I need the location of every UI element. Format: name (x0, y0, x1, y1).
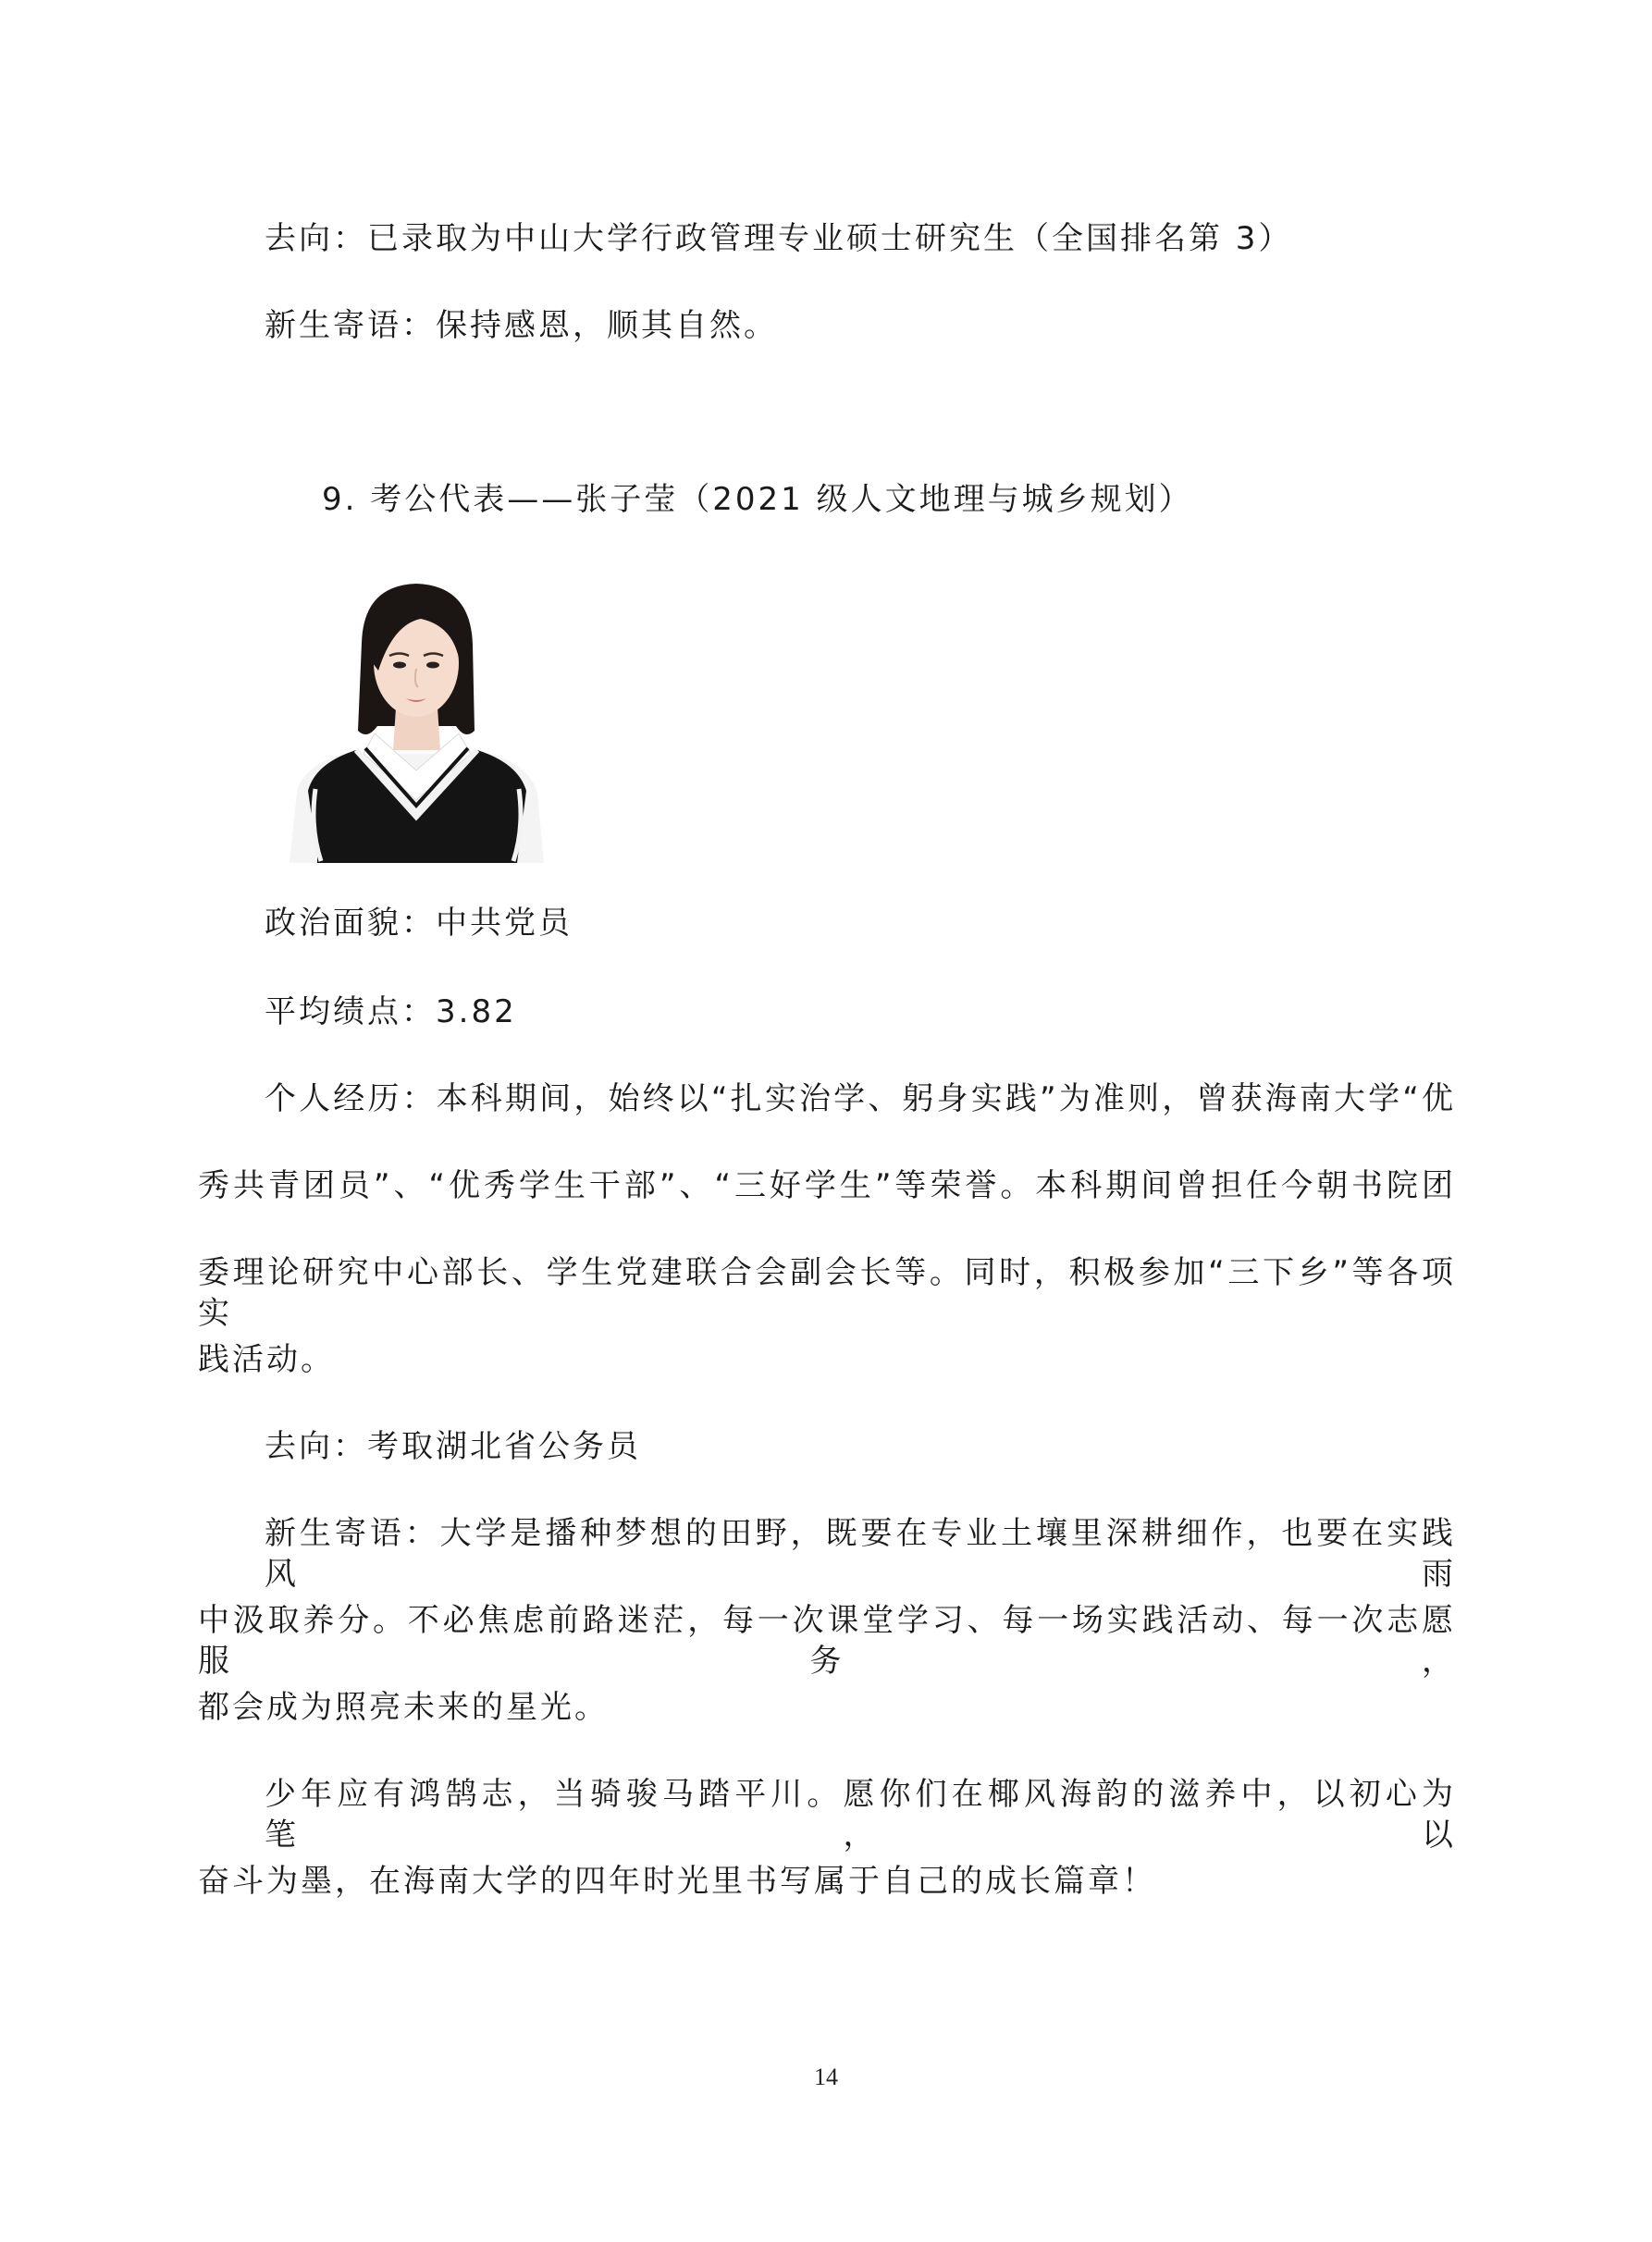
gpa: 平均绩点：3.82 (265, 993, 517, 1030)
section-heading: 9. 考公代表——张子莹（2021 级人文地理与城乡规划） (322, 481, 1193, 518)
page-number: 14 (814, 2063, 838, 2090)
experience-line-2: 秀共青团员”、“优秀学生干部”、“三好学生”等荣誉。本科期间曾担任今朝书院团 (198, 1167, 1456, 1204)
destination-line-prev: 去向：已录取为中山大学行政管理专业硕士研究生（全国排名第 3） (265, 220, 1293, 257)
message-line-1: 新生寄语：大学是播种梦想的田野，既要在专业土壤里深耕细作，也要在实践风雨 (265, 1515, 1456, 1593)
experience-line-3: 委理论研究中心部长、学生党建联合会副会长等。同时，积极参加“三下乡”等各项实 (198, 1254, 1456, 1332)
closing-line-1: 少年应有鸿鹄志，当骑骏马踏平川。愿你们在椰风海韵的滋养中，以初心为笔，以 (265, 1776, 1456, 1854)
experience-line-4: 践活动。 (198, 1341, 335, 1378)
message-line-3: 都会成为照亮未来的星光。 (198, 1689, 609, 1726)
political-status: 政治面貌：中共党员 (265, 905, 573, 942)
student-portrait-icon (290, 578, 544, 863)
destination: 去向：考取湖北省公务员 (265, 1428, 641, 1465)
student-portrait-photo (290, 578, 544, 863)
message-line-2: 中汲取养分。不必焦虑前路迷茫，每一次课堂学习、每一场实践活动、每一次志愿服务， (198, 1602, 1456, 1680)
closing-line-2: 奋斗为墨，在海南大学的四年时光里书写属于自己的成长篇章！ (198, 1863, 1156, 1900)
message-line-prev: 新生寄语：保持感恩，顺其自然。 (265, 307, 778, 344)
experience-line-1: 个人经历：本科期间，始终以“扎实治学、躬身实践”为准则，曾获海南大学“优 (265, 1080, 1456, 1117)
